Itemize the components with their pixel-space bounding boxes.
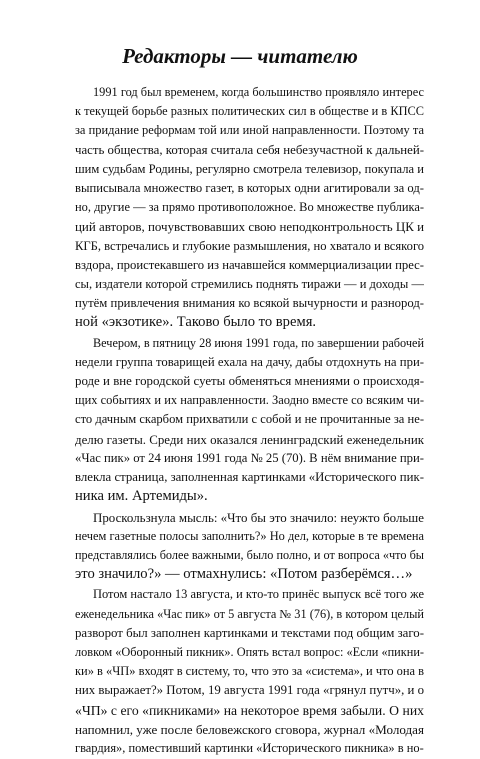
text-line: разворот был заполнен картинками и текстами под общим заго-	[75, 625, 424, 640]
text-line: ций авторов, почувствовавших свою неподконтрольность ЦК и	[75, 219, 424, 235]
page-title: Редакторы — читателю	[122, 44, 358, 68]
text-line: выписывала множество газет, в которых одни агитировали за од-	[75, 180, 424, 195]
text-line: «ЧП» с его «пикниками» на некоторое время забыли. О них	[75, 702, 424, 718]
text-line: ной «экзотике». Таково было то время.	[75, 314, 317, 331]
text-line: делю газеты. Среди них оказался ленинградский еженедельник	[75, 431, 424, 447]
paragraph	[75, 585, 424, 758]
body-text	[75, 83, 424, 759]
text-line: сто дачным скарбом прихватили с собой и не прочитанные за не-	[75, 412, 424, 427]
text-line: представлялись более важными, было полно, и от вопроса «что бы	[75, 547, 424, 562]
text-line: роде и вне городской суеты обменяться мнениями о происходя-	[75, 374, 424, 388]
text-line: ловком «Оборонный пикник». Опять встал вопрос: «Если «пикни-	[75, 645, 424, 659]
text-line: влекла страница, заполненная картинками «Исторического пик-	[75, 469, 424, 484]
text-line: Проскользнула мысль: «Что бы это значило: неужто больше	[93, 509, 424, 525]
text-line: нечем газетные полосы заполнить?» Но дел, которые в те времена	[75, 528, 424, 543]
text-line: к текущей борьбе разных политических сил в обществе и в КПСС	[75, 104, 424, 119]
paragraph	[75, 508, 424, 585]
text-line: это значило?» — отмахнулись: «Потом разберёмся…»	[75, 566, 413, 583]
text-line: еженедельника «Час пик» от 5 августа № 31 (76), в котором целый	[75, 606, 424, 621]
text-line: КГБ, встречались и глубокие размышления, но хватало и всякого	[75, 238, 424, 253]
paragraph	[75, 334, 424, 507]
text-line: за придание реформам той или иной направленности. Поэтому та	[75, 123, 424, 138]
text-line: ника им. Артемиды».	[75, 488, 208, 505]
text-line: но, другие — за прямо противоположное. Во множестве публика-	[75, 200, 424, 215]
text-line: Потом настало 13 августа, и кто-то принёс выпуск всё того же	[93, 587, 424, 602]
text-line: Вечером, в пятницу 28 июня 1991 года, по завершении рабочей	[93, 335, 424, 350]
text-line: гвардия», поместивший картинки «Исторического пикника» в но-	[75, 740, 424, 755]
text-line: «Час пик» от 24 июня 1991 года № 25 (70). В нём внимание при-	[75, 450, 424, 465]
text-line: ки» в «ЧП» входят в систему, то, что это за «система», и что она в	[75, 664, 424, 679]
text-line: 1991 год был временем, когда большинство проявляло интерес	[93, 85, 424, 99]
text-line: них выражает?» Потом, 19 августа 1991 года «грянул путч», и о	[75, 683, 424, 698]
text-line: щих событиях и их направленности. Заодно вместе со всяким чи-	[75, 393, 424, 408]
text-line: напомнил, уже после беловежского сговора, журнал «Молодая	[75, 721, 424, 737]
paragraph	[75, 83, 424, 332]
text-line: сы, издатели которой стремились поднять тиражи — и доходы —	[75, 276, 424, 291]
text-line: шим судьбам Родины, регулярно смотрела телевизор, покупала и	[75, 161, 424, 176]
text-line: часть общества, которая считала себя небезучастной к дальней-	[75, 142, 424, 157]
text-line: недели группа товарищей ехала на дачу, дабы отдохнуть на при-	[75, 354, 424, 369]
text-line: путём привлечения внимания ко всякой вычурности и разнород-	[75, 296, 424, 311]
text-line: вздора, проистекавшего из начавшейся коммерциализации прес-	[75, 257, 424, 272]
